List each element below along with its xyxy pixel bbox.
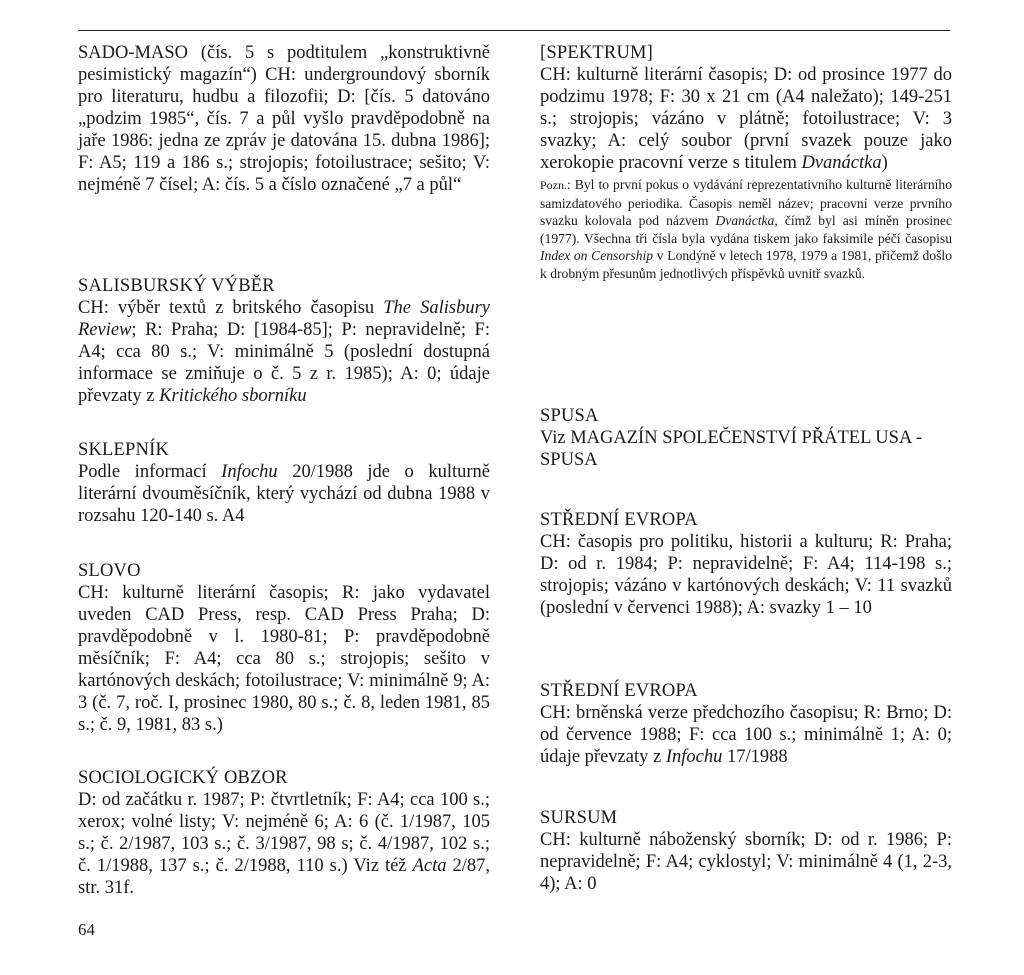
entry-spusa bbox=[540, 405, 952, 471]
entry-subtitle: (čís. 5 s podtitulem „konstruktivně pesimistický magazín“) bbox=[78, 43, 490, 85]
entry-heading: SOCIOLOGICKÝ OBZOR bbox=[78, 768, 288, 788]
top-rule bbox=[78, 30, 950, 31]
italic-title: Acta bbox=[412, 856, 447, 876]
entry-sado-maso bbox=[78, 42, 490, 196]
entry-salisbursky-vyber bbox=[78, 275, 490, 407]
entry-sursum bbox=[540, 807, 952, 895]
entry-text: CH: brněnská verze předchozího časopisu; R: Brno; D: od července 1988; F: cca 100 s.; minimálně 1; A: 0; údaje převzaty z Infochu 17/1988 bbox=[540, 703, 952, 767]
italic-title: Index on Censorship bbox=[540, 248, 654, 264]
entry-spektrum bbox=[540, 42, 952, 283]
entry-stredni-evropa-2 bbox=[540, 680, 952, 768]
italic-title: The Salisbury Review bbox=[78, 298, 490, 340]
entry-heading: SADO-MASO bbox=[78, 43, 188, 63]
italic-title: Infochu bbox=[665, 747, 723, 767]
entry-heading: SPUSA bbox=[540, 406, 599, 426]
entry-sociologicky-obzor bbox=[78, 767, 490, 899]
note-label: Pozn. bbox=[540, 178, 567, 192]
entry-heading: STŘEDNÍ EVROPA bbox=[540, 681, 698, 701]
entry-note: Pozn.: Byl to první pokus o vydávání reprezentativního kulturně literárního samizdatového periodika. Časopis neměl název; pracovní verze prvního svazku kolovala pod názvem Dvanáctka, čímž byl asi míněn prosinec (1977). Všechna tři čísla byla vydána tiskem jako faksimile péčí časopisu Index on Censorship v Londýně v letech 1978, 1979 a 1981, přičemž došlo k drobným přesunům jednotlivých příspěvků uvnitř svazků. bbox=[540, 177, 953, 281]
entry-text: CH: výběr textů z britského časopisu The Salisbury Review; R: Praha; D: [1984-85]; P: nepravidelně; F: A4; cca 80 s.; V: minimálně 5 (poslední dostupná informace se zmiňuje o č. 5 z r. 1985); A: 0; údaje převzaty z Kritického sborníku bbox=[78, 298, 490, 406]
italic-title: Infochu bbox=[221, 462, 278, 482]
entry-text: Viz MAGAZÍN SPOLEČENSTVÍ PŘÁTEL USA - SPUSA bbox=[540, 428, 923, 470]
entry-stredni-evropa-1 bbox=[540, 509, 952, 619]
entry-heading: SALISBURSKÝ VÝBĚR bbox=[78, 276, 275, 296]
entry-text: CH: undergroundový sborník pro literaturu, hudbu a filozofii; D: [čís. 5 datováno „podzim 1985“, čís. 7 a půl vyšlo pravděpodobně na jaře 1986: jedna ze zpráv je datována 15. dubna 1986]; F: A5; 119 a 186 s.; strojopis; fotoilustrace; sešito; V: nejméně 7 čísel; A: čís. 5 a číslo označené „7 a půl“ bbox=[78, 65, 490, 195]
entry-sklepnik bbox=[78, 439, 490, 527]
italic-title: Dvanáctka bbox=[715, 213, 775, 229]
entry-heading: [SPEKTRUM] bbox=[540, 43, 654, 63]
entry-heading: STŘEDNÍ EVROPA bbox=[540, 510, 698, 530]
entry-heading: SKLEPNÍK bbox=[78, 440, 170, 460]
entry-text: Podle informací Infochu 20/1988 jde o kulturně literární dvouměsíčník, který vychází od dubna 1988 v rozsahu 120-140 s. A4 bbox=[78, 462, 490, 526]
entry-heading: SLOVO bbox=[78, 561, 141, 581]
entry-text: CH: kulturně literární časopis; R: jako vydavatel uveden CAD Press, resp. CAD Press Praha; D: pravděpodobně v l. 1980-81; P: pravděpodobně měsíčník; F: A4; cca 80 s.; strojopis; sešito v kartónových deskách; fotoilustrace; V: minimálně 9; A: 3 (č. 7, roč. I, prosinec 1980, 80 s.; č. 8, leden 1981, 85 s.; č. 9, 1981, 83 s.) bbox=[78, 583, 490, 735]
entry-text: CH: časopis pro politiku, historii a kulturu; R: Praha; D: od r. 1984; P: nepravidelně; F: A4; 114-198 s.; strojopis; vázáno v kartónových deskách; V: 11 svazků (poslední v červenci 1988); A: svazky 1 – 10 bbox=[540, 532, 952, 618]
entry-slovo bbox=[78, 560, 490, 736]
page-number: 64 bbox=[78, 920, 95, 939]
italic-title: Kritického sborníku bbox=[159, 386, 307, 406]
entry-text: D: od začátku r. 1987; P: čtvrtletník; F: A4; cca 100 s.; xerox; volné listy; V: nejméně 6; A: 6 (č. 1/1987, 105 s.; č. 2/1987, 103 s.; č. 3/1987, 98 s; č. 4/1987, 102 s.; č. 1/1988, 137 s.; č. 2/1988, 110 s.) Viz též Acta 2/87, str. 31f. bbox=[78, 790, 491, 898]
entry-heading: SURSUM bbox=[540, 808, 618, 828]
entry-text: CH: kulturně literární časopis; D: od prosince 1977 do podzimu 1978; F: 30 x 21 cm (A4 naležato); 149-251 s.; strojopis; vázáno v plátně; fotoilustrace; V: 3 svazky; A: celý soubor (první svazek pouze jako xerokopie pracovní verze s titulem Dvanáctka) bbox=[540, 65, 952, 173]
italic-title: Dvanáctka bbox=[801, 153, 882, 173]
entry-text: CH: kulturně náboženský sborník; D: od r. 1986; P: nepravidelně; F: A4; cyklostyl; V: minimálně 4 (1, 2-3, 4); A: 0 bbox=[540, 830, 952, 894]
